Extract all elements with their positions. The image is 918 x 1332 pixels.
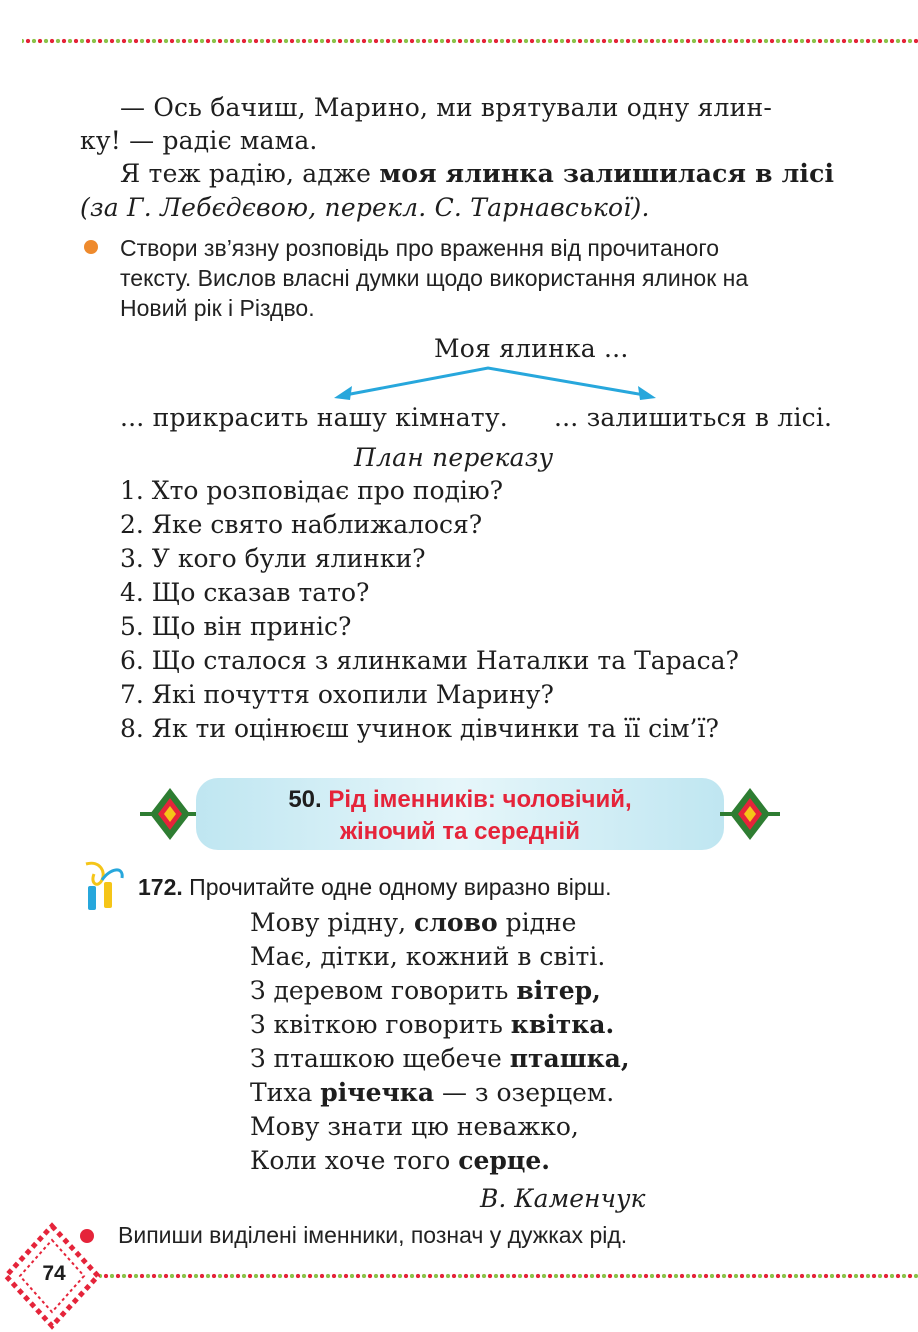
poem-text: Мову рідну, <box>250 908 415 937</box>
story-line-3-text: Я теж радію, адже <box>120 159 380 188</box>
bottom-task: Випиши виділені іменники, познач у дужках рід. <box>118 1222 628 1248</box>
poem-line-1 <box>250 906 576 940</box>
poem-line-5: З пташкою щебече пташка, <box>250 1044 630 1073</box>
ribbon-icon <box>76 858 132 914</box>
bottom-border <box>100 1273 918 1279</box>
page-number: 74 <box>42 1262 66 1285</box>
story-line-1: — Ось бачиш, Марино, ми врятували одну ялин- <box>120 93 772 122</box>
poem-text: Тиха <box>250 1078 321 1107</box>
right-ornament-icon <box>720 784 780 844</box>
lesson-banner <box>196 778 724 850</box>
plan-item: 7. Які почуття охопили Марину? <box>120 680 554 709</box>
poem-text: З квіткою говорить <box>250 1010 511 1039</box>
diagram-left-label: ... прикрасить нашу кімнату. <box>120 403 508 432</box>
plan-item: 1. Хто розповідає про подію? <box>120 476 504 505</box>
lesson-title-line-1 <box>196 784 724 816</box>
task-line-1: Створи зв’язну розповідь про враження від прочитаного <box>120 235 720 261</box>
lesson-number: 50. <box>288 786 322 813</box>
poem-line-3: З деревом говорить вітер, <box>250 976 601 1005</box>
left-ornament-icon <box>140 784 200 844</box>
poem-bold-word: серце <box>458 1146 542 1175</box>
orange-bullet-icon <box>84 240 98 254</box>
poem-text: — з озерцем. <box>434 1078 615 1107</box>
diagram-arrows <box>320 360 670 405</box>
story-line-3 <box>120 156 834 192</box>
diagram-right-label: ... залишиться в лісі. <box>554 403 833 432</box>
plan-item: 2. Яке свято наближалося? <box>120 510 483 539</box>
poem-author: В. Каменчук <box>480 1184 646 1213</box>
top-border <box>22 38 918 44</box>
lesson-title-part-1: Рід іменників: чоловічий, <box>328 786 632 813</box>
task-line-2: тексту. Вислов власні думки щодо використання ялинок на <box>120 265 749 291</box>
exercise-instruction: Прочитайте одне одному виразно вірш. <box>189 874 612 900</box>
story-line-2: ку! — радіє мама. <box>80 126 318 155</box>
poem-line-7: Мову знати цю неважко, <box>250 1112 579 1141</box>
plan-item: 3. У кого були ялинки? <box>120 544 426 573</box>
poem-bold-word: квітка <box>510 1010 606 1039</box>
poem-line-8: Коли хоче того серце. <box>250 1146 550 1175</box>
poem-line-4: З квіткою говорить квітка. <box>250 1010 615 1039</box>
poem-bold-word: слово <box>414 908 498 937</box>
lesson-title-line-2: жіночий та середній <box>340 818 580 845</box>
plan-item: 5. Що він приніс? <box>120 612 352 641</box>
plan-item: 4. Що сказав тато? <box>120 578 370 607</box>
diagram-top-label: Моя ялинка ... <box>434 334 629 363</box>
poem-text: З пташкою щебече <box>250 1044 510 1073</box>
plan-item: 6. Що сталося з ялинками Наталки та Тараса? <box>120 646 739 675</box>
exercise-number: 172. <box>138 874 183 900</box>
poem-text: З деревом говорить <box>250 976 517 1005</box>
poem-text: рідне <box>497 908 577 937</box>
story-source: (за Г. Лебєдєвою, перекл. С. Тарнавської). <box>80 193 650 222</box>
plan-title: План переказу <box>354 443 554 472</box>
task-line-3: Новий рік і Різдво. <box>120 295 315 321</box>
poem-line-6 <box>250 1076 614 1110</box>
poem-line-2: Має, дітки, кожний в світі. <box>250 942 606 971</box>
exercise-header <box>138 872 612 902</box>
plan-item: 8. Як ти оцінюєш учинок дівчинки та її сім’ї? <box>120 714 719 743</box>
poem-bold-word: вітер <box>516 976 593 1005</box>
story-bold-phrase: моя ялинка залишилася в лісі <box>379 159 835 188</box>
poem-text: Коли хоче того <box>250 1146 459 1175</box>
poem-bold-word: пташка <box>509 1044 621 1073</box>
poem-bold-word: річечка <box>320 1078 435 1107</box>
